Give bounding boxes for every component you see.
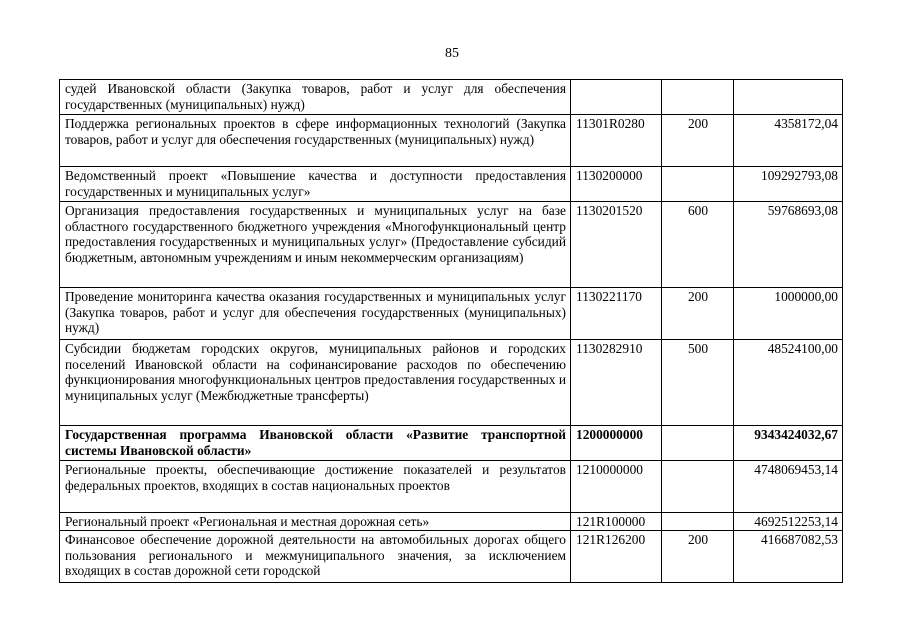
row-description: Ведомственный проект «Повышение качества и доступности предоставления государственных и муниципальных услуг»	[60, 167, 571, 202]
row-code	[571, 80, 662, 115]
row-code: 1200000000	[571, 426, 662, 461]
row-code: 1130221170	[571, 288, 662, 340]
row-amount: 4748069453,14	[734, 461, 843, 513]
table-row	[60, 426, 843, 461]
row-expense-type: 600	[662, 202, 734, 288]
row-description: Региональные проекты, обеспечивающие достижение показателей и результатов федеральных проектов, входящих в состав национальных проектов	[60, 461, 571, 513]
row-description: Поддержка региональных проектов в сфере информационных технологий (Закупка товаров, работ и услуг для обеспечения государственных (муниципальных) нужд)	[60, 115, 571, 167]
table-row	[60, 288, 843, 340]
row-expense-type: 200	[662, 115, 734, 167]
row-amount: 416687082,53	[734, 531, 843, 583]
table-row	[60, 202, 843, 288]
row-description: Государственная программа Ивановской области «Развитие транспортной системы Ивановской области»	[60, 426, 571, 461]
row-amount	[734, 80, 843, 115]
row-code: 121R100000	[571, 513, 662, 531]
row-amount: 59768693,08	[734, 202, 843, 288]
row-code: 1210000000	[571, 461, 662, 513]
row-code: 1130200000	[571, 167, 662, 202]
table-row	[60, 115, 843, 167]
row-amount: 109292793,08	[734, 167, 843, 202]
page-number: 85	[445, 46, 459, 61]
row-description: Региональный проект «Региональная и местная дорожная сеть»	[60, 513, 571, 531]
budget-table-body	[60, 80, 843, 583]
row-code: 121R126200	[571, 531, 662, 583]
row-expense-type	[662, 513, 734, 531]
table-row	[60, 461, 843, 513]
row-expense-type	[662, 426, 734, 461]
row-code: 1130282910	[571, 340, 662, 426]
budget-table	[59, 79, 843, 583]
row-description: Финансовое обеспечение дорожной деятельности на автомобильных дорогах общего пользования регионального и межмуниципального значения, за исключением входящих в состав дорожной сети городской	[60, 531, 571, 583]
row-description: судей Ивановской области (Закупка товаров, работ и услуг для обеспечения государственных (муниципальных) нужд)	[60, 80, 571, 115]
row-expense-type: 500	[662, 340, 734, 426]
row-amount: 9343424032,67	[734, 426, 843, 461]
row-expense-type	[662, 167, 734, 202]
row-description: Проведение мониторинга качества оказания государственных и муниципальных услуг (Закупка товаров, работ и услуг для обеспечения государственных (муниципальных) нужд)	[60, 288, 571, 340]
table-row	[60, 80, 843, 115]
row-expense-type	[662, 461, 734, 513]
row-code: 11301R0280	[571, 115, 662, 167]
table-row	[60, 531, 843, 583]
row-amount: 1000000,00	[734, 288, 843, 340]
row-expense-type: 200	[662, 531, 734, 583]
table-row	[60, 513, 843, 531]
row-description: Организация предоставления государственных и муниципальных услуг на базе областного государственного бюджетного учреждения «Многофункциональный центр предоставления государственных и муниципальных услуг» (Предоставление субсидий бюджетным, автономным учреждениям и иным некоммерческим организациям)	[60, 202, 571, 288]
row-code: 1130201520	[571, 202, 662, 288]
row-expense-type	[662, 80, 734, 115]
row-amount: 4358172,04	[734, 115, 843, 167]
row-amount: 48524100,00	[734, 340, 843, 426]
row-amount: 4692512253,14	[734, 513, 843, 531]
table-row	[60, 340, 843, 426]
table-row	[60, 167, 843, 202]
row-expense-type: 200	[662, 288, 734, 340]
row-description: Субсидии бюджетам городских округов, муниципальных районов и городских поселений Ивановской области на софинансирование расходов по обеспечению функционирования многофункциональных центров предоставления государственных и муниципальных услуг (Межбюджетные трансферты)	[60, 340, 571, 426]
